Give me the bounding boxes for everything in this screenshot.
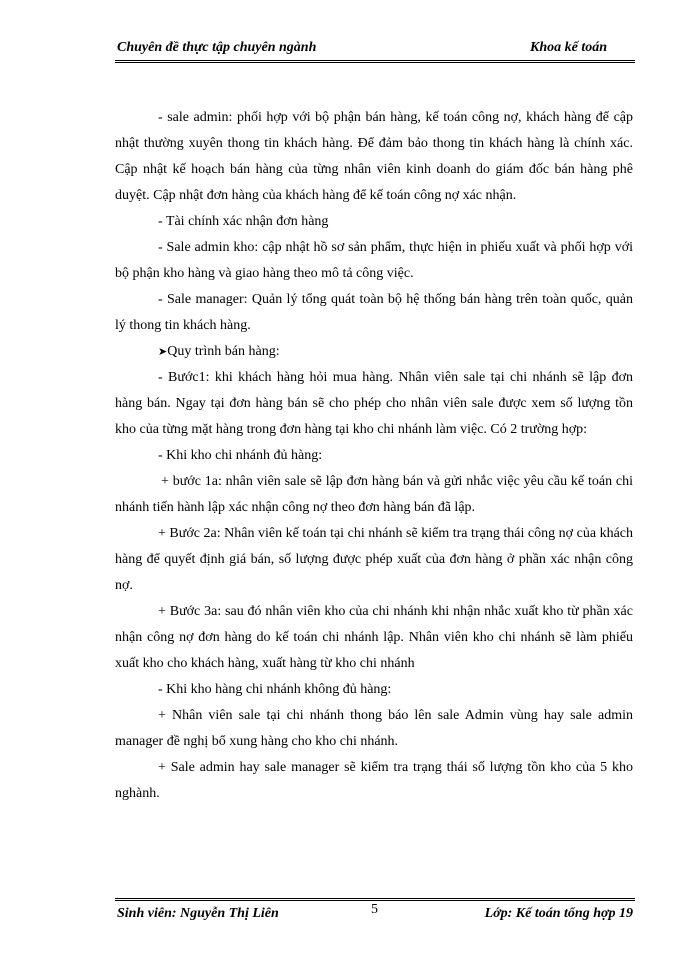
- paragraph-step-1: - Bước1: khi khách hàng hỏi mua hàng. Nhân viên sale tại chi nhánh sẽ lập đơn hàng bán. Ngay tại đơn hàng bán sẽ cho phép cho nhân viên sale được xem số lượng tồn kho của từng mặt hàng trong đơn hàng tại kho chi nhánh làm việc. Có 2 trường hợp:: [115, 370, 633, 437]
- paragraph-notify-admin: + Nhân viên sale tại chi nhánh thong báo lên sale Admin vùng hay sale admin manager đề nghị bổ xung hàng cho kho chi nhánh.: [115, 708, 633, 749]
- footer-student: Sinh viên: Nguyễn Thị Liên: [117, 906, 279, 921]
- paragraph-step-3a: + Bước 3a: sau đó nhân viên kho của chi nhánh khi nhận nhắc xuất kho từ phần xác nhận công nợ đơn hàng do kế toán chi nhánh lập. Nhân viên kho chi nhánh sẽ làm phiếu xuất kho cho khách hàng, xuất hàng từ kho chi nhánh: [115, 604, 633, 671]
- paragraph-step-1a: + bước 1a: nhân viên sale sẽ lập đơn hàng bán và gửi nhắc việc yêu cầu kế toán chi nhánh tiến hành lập xác nhận công nợ theo đơn hàng bán đã lập.: [115, 474, 633, 515]
- header-title: Chuyên đề thực tập chuyên ngành: [117, 40, 317, 55]
- header-department: Khoa kế toán: [529, 40, 607, 55]
- paragraph-sale-admin-kho: - Sale admin kho: cập nhật hồ sơ sản phẩm, thực hiện in phiếu xuất và phối hợp với bộ phận kho hàng và giao hàng theo mô tả công việc.: [115, 240, 633, 281]
- paragraph-sale-manager: - Sale manager: Quản lý tổng quát toàn bộ hệ thống bán hàng trên toàn quốc, quản lý thong tin khách hàng.: [115, 292, 633, 333]
- paragraph-sale-admin: - sale admin: phối hợp với bộ phận bán hàng, kế toán công nợ, khách hàng để cập nhật thường xuyên thong tin khách hàng. Để đảm bảo thong tin khách hàng là chính xác. Cập nhật kế hoạch bán hàng của từng nhân viên kinh doanh do giám đốc bán hàng phê duyệt. Cập nhật đơn hàng của khách hàng để kế toán công nợ xác nhận.: [115, 110, 633, 203]
- document-body: [115, 105, 633, 807]
- arrow-bullet-icon: ➤: [158, 346, 168, 358]
- paragraph-finance: - Tài chính xác nhận đơn hàng: [158, 214, 329, 229]
- footer-class: Lớp: Kế toán tổng hợp 19: [484, 906, 633, 921]
- page-header: [115, 38, 635, 63]
- paragraph-check-stock: + Sale admin hay sale manager sẽ kiểm tra trạng thái số lượng tồn kho của 5 kho nghành.: [115, 760, 633, 801]
- paragraph-case-not-enough-stock: - Khi kho hàng chi nhánh không đủ hàng:: [158, 682, 392, 697]
- page-number: 5: [371, 902, 378, 917]
- section-heading-text: Quy trình bán hàng:: [167, 344, 280, 359]
- page-footer: [115, 898, 635, 927]
- paragraph-step-2a: + Bước 2a: Nhân viên kế toán tại chi nhánh sẽ kiểm tra trạng thái công nợ của khách hàng để quyết định giá bán, số lượng được phép xuất của đơn hàng ở phần xác nhận công nợ.: [115, 526, 633, 593]
- paragraph-case-enough-stock: - Khi kho chi nhánh đủ hàng:: [158, 448, 323, 463]
- section-heading-sales-process: [115, 339, 633, 365]
